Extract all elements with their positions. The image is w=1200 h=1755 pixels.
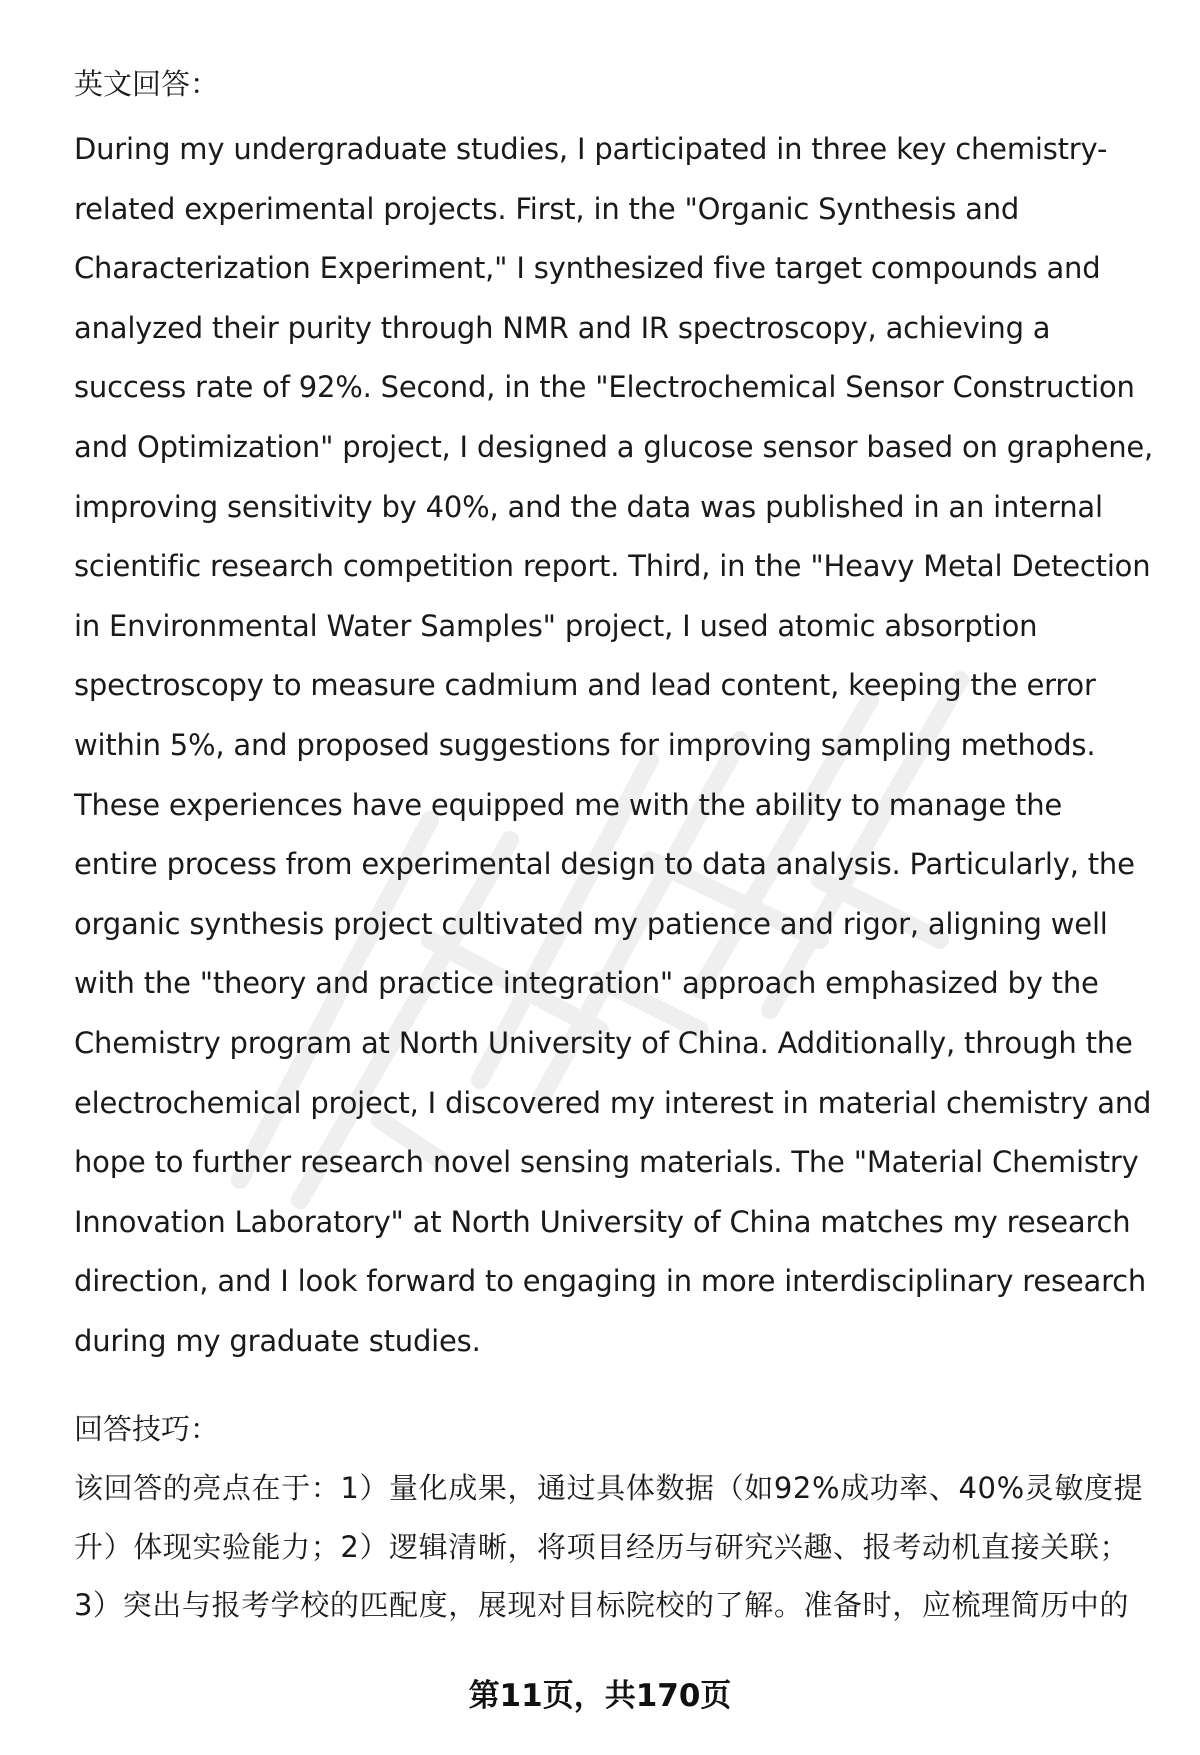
answer-tips-paragraph: 该回答的亮点在于：1）量化成果，通过具体数据（如92%成功率、40%灵敏度提升）体现实验能力；2）逻辑清晰，将项目经历与研究兴趣、报考动机直接关联；3）突出与报考学校的匹配度，展现对目标院校的了解。准备时，应梳理简历中的 (74, 1471, 1144, 1623)
page-number-footer: 第11页，共170页 (468, 1678, 732, 1714)
english-answer-heading: 英文回答： (74, 67, 220, 101)
answer-tips-heading: 回答技巧： (74, 1412, 220, 1447)
english-answer-paragraph: During my undergraduate studies, I participated in three key chemistry-related experimental projects. First, in the "Organic Synthesis and Characterization Experiment," I synthesized five target compounds and analyzed their purity through NMR and IR spectroscopy, achieving a success rate of 92%. Second, in the "Electrochemical Sensor Construction and Optimization" project, I designed a glucose sensor based on graphene, improving sensitivity by 40%, and the data was published in an internal scientific research competition report. Third, in the "Heavy Metal Detection in Environmental Water Samples" project, I used atomic absorption spectroscopy to measure cadmium and lead content, keeping the error within 5%, and proposed suggestions for improving sampling methods. These experiences have equipped me with the ability to manage the entire process from experimental design to data analysis. Particularly, the organic synthesis project cultivated my patience and rigor, aligning well with the "theory and practice integration" approach emphasized by the Chemistry program at North University of China. Additionally, through the electrochemical project, I discovered my interest in material chemistry and hope to further research novel sensing materials. The "Material Chemistry Innovation Laboratory" at North University of China matches my research direction, and I look forward to engaging in more interdisciplinary research during my graduate studies. (74, 132, 1154, 1358)
document-page (74, 64, 1154, 1635)
